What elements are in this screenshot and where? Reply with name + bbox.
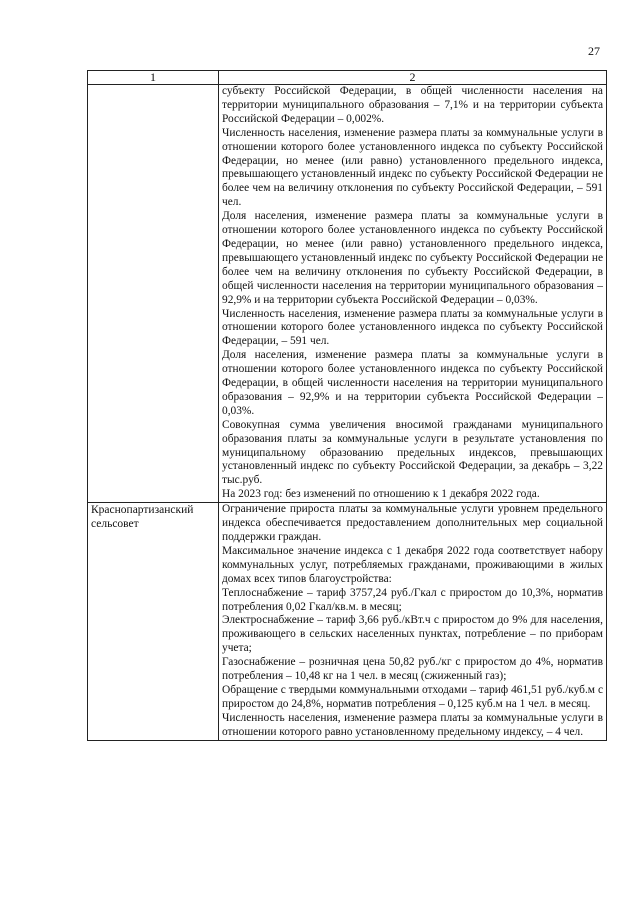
municipal-index-table bbox=[87, 70, 607, 741]
table-row bbox=[88, 85, 607, 503]
paragraph: Максимальное значение индекса с 1 декабря 2022 года соответствует набору коммунальных услуг, потребляемых гражданами, проживающими в жилых домах всех типов благоустройства: bbox=[222, 544, 603, 585]
column-header-1: 1 bbox=[88, 71, 219, 85]
paragraph: Доля населения, изменение размера платы за коммунальные услуги в отношении которого более установленного индекса по субъекту Российской Федерации, в общей численности населения на территории муниципального образования – 92,9% и на территории субъекта Российской Федерации – 0,03%. bbox=[222, 349, 603, 417]
paragraph: Численность населения, изменение размера платы за коммунальные услуги в отношении которого более установленного индекса по субъекту Российской Федерации, – 591 чел. bbox=[222, 307, 603, 348]
paragraph: Обращение с твердыми коммунальными отходами – тариф 461,51 руб./куб.м с приростом до 24,8%, норматив потребления – 0,125 куб.м на 1 чел. в месяц. bbox=[222, 683, 603, 710]
paragraph: Численность населения, изменение размера платы за коммунальные услуги в отношении которого более установленного индекса по субъекту Российской Федерации, но менее (или равно) установленного предельного индекса, превышающего установленный индекс по субъекту Российской Федерации не более чем на величину отклонения по субъекту Российской Федерации, – 591 чел. bbox=[222, 126, 603, 209]
municipality-name: Краснопартизанский сельсовет bbox=[91, 504, 194, 531]
paragraph: субъекту Российской Федерации, в общей численности населения на территории муниципального образования – 7,1% и на территории субъекта Российской Федерации – 0,002%. bbox=[222, 85, 603, 125]
paragraph: Теплоснабжение – тариф 3757,24 руб./Гкал с приростом до 10,3%, норматив потребления 0,02 Гкал/кв.м. в месяц; bbox=[222, 586, 603, 613]
paragraph: Газоснабжение – розничная цена 50,82 руб./кг с приростом до 4%, норматив потребления – 10,48 кг на 1 чел. в месяц (сжиженный газ); bbox=[222, 656, 603, 683]
page-number: 27 bbox=[588, 44, 600, 58]
paragraph: На 2023 год: без изменений по отношению к 1 декабря 2022 года. bbox=[222, 488, 540, 501]
paragraph: Совокупная сумма увеличения вносимой гражданами муниципального образования платы за коммунальные услуги в результате установления по муниципальному образованию предельных индексов, превышающих установленный индекс по субъекту Российской Федерации, за декабрь – 3,22 тыс.руб. bbox=[222, 418, 603, 487]
municipality-cell bbox=[88, 85, 219, 503]
description-cell bbox=[219, 503, 607, 740]
paragraph: Численность населения, изменение размера платы за коммунальные услуги в отношении которого равно установленному предельному индексу, – 4 чел. bbox=[222, 711, 603, 738]
table-row bbox=[88, 503, 607, 740]
paragraph: Доля населения, изменение размера платы за коммунальные услуги в отношении которого более установленного индекса по субъекту Российской Федерации, но менее (или равно) установленного предельного индекса, превышающего установленный индекс по субъекту Российской Федерации не более чем на величину отклонения по субъекту Российской Федерации, в общей численности населения на территории муниципального образования – 92,9% и на территории субъекта Российской Федерации – 0,03%. bbox=[222, 210, 603, 306]
column-header-2: 2 bbox=[219, 71, 607, 85]
description-cell bbox=[219, 85, 607, 503]
table-header-row bbox=[88, 71, 607, 85]
paragraph: Электроснабжение – тариф 3,66 руб./кВт.ч с приростом до 9% для населения, проживающего в сельских населенных пунктах, потребление – по приборам учета; bbox=[222, 614, 603, 655]
municipality-cell bbox=[88, 503, 219, 740]
paragraph: Ограничение прироста платы за коммунальные услуги уровнем предельного индекса обеспечивается предоставлением дополнительных мер социальной поддержки граждан. bbox=[222, 503, 603, 543]
